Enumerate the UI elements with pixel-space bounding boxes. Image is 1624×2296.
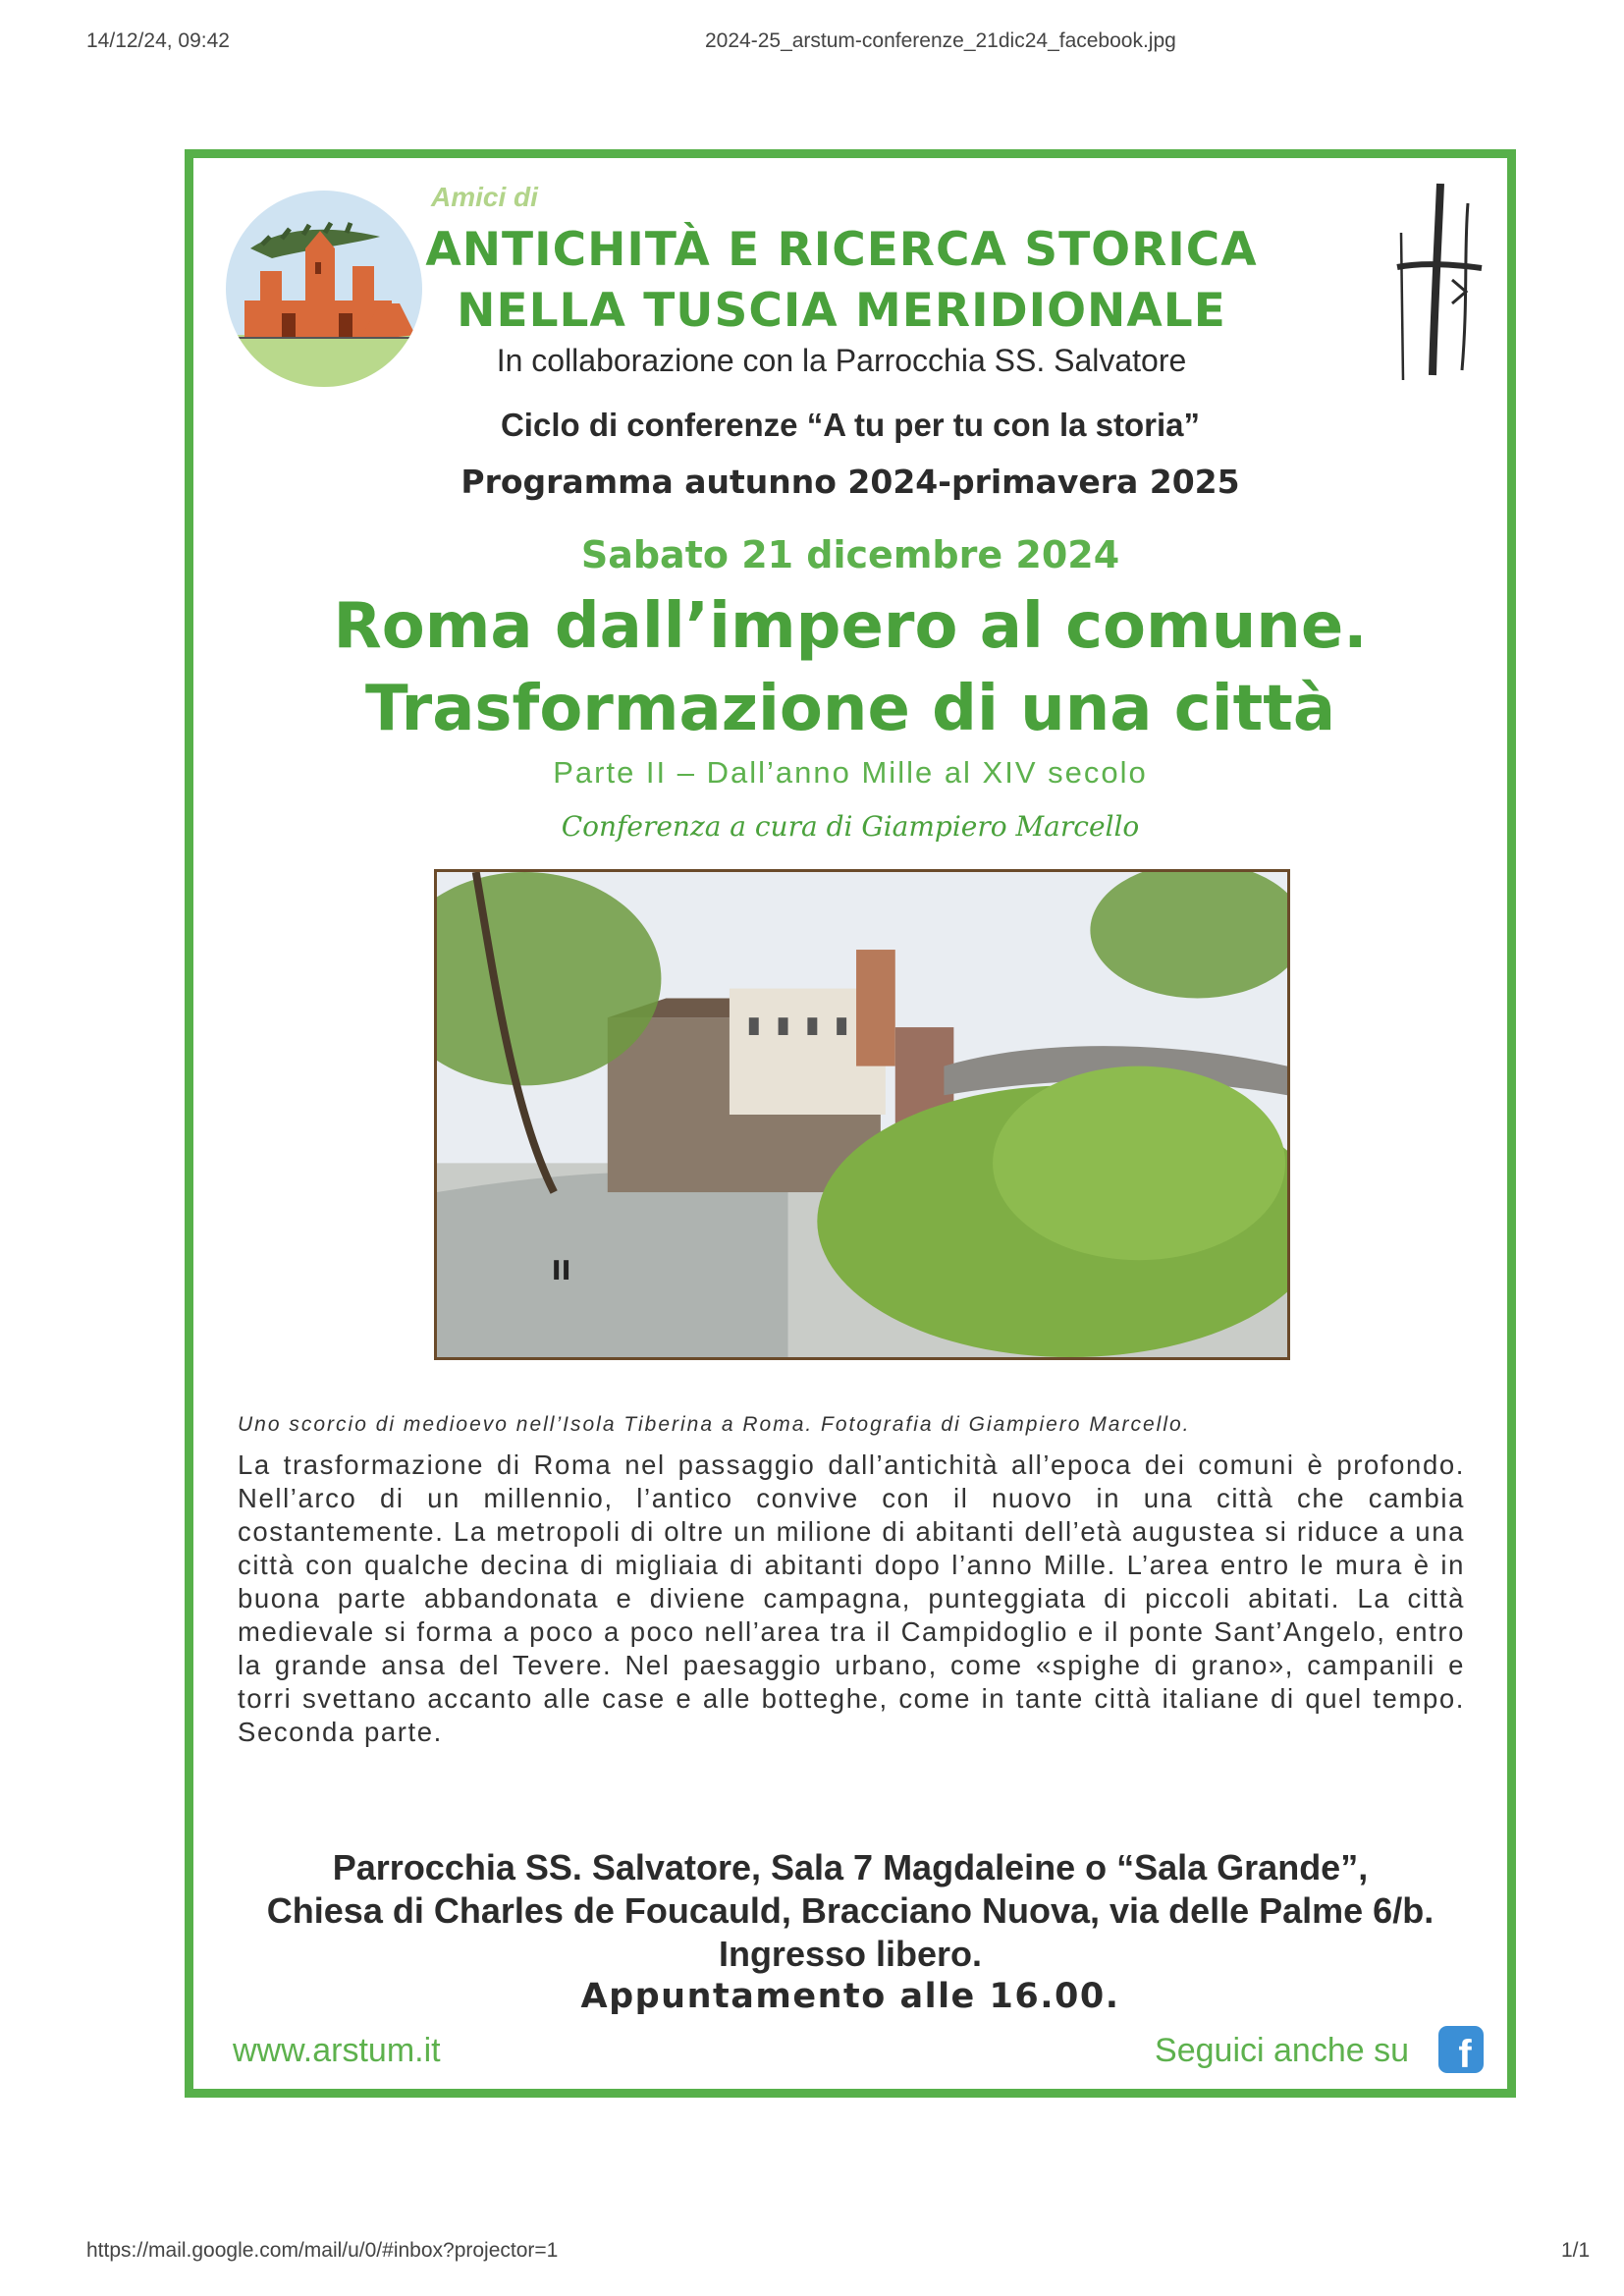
amici-label: Amici di — [431, 182, 538, 212]
collaboration-note: In collaborazione con la Parrocchia SS. Salvatore — [496, 343, 1187, 378]
print-source-url: https://mail.google.com/mail/u/0/#inbox?projector=1 — [86, 2239, 559, 2262]
event-description: La trasformazione di Roma nel passaggio dall’antichità all’epoca dei comuni è profondo. Nell’arco di un millennio, l’antico convive con il nuovo in una città che cambia costantemente. La metropoli di oltre un milione di abitanti dell’età augustea si riduce a una città con qualche decina di migliaia di abitanti dopo l’anno Mille. L’area entro le mura è in buona parte abbandonata e diviene campagna, punteggiata di piccoli abitati. La città medievale si forma a poco a poco nell’area tra il Campidoglio e il ponte Sant’Angelo, entro la grande ansa del Tevere. Nel paesaggio urbano, come «spighe di grano», campanili e torri svettano accanto alle case e alle botteghe, come in tante città italiane di quel tempo. Seconda parte. — [238, 1449, 1465, 1747]
print-page-number: 1/1 — [1561, 2239, 1591, 2262]
print-datetime: 14/12/24, 09:42 — [86, 29, 230, 52]
venue-line1: Parrocchia SS. Salvatore, Sala 7 Magdaleine o “Sala Grande”, — [332, 1847, 1369, 1887]
appointment-time: Appuntamento alle 16.00. — [580, 1977, 1120, 2016]
event-title-line2: Trasformazione di una città — [365, 673, 1335, 745]
website-link[interactable]: www.arstum.it — [233, 2032, 441, 2069]
follow-us-label: Seguici anche su — [1155, 2032, 1409, 2069]
venue-line2: Chiesa di Charles de Foucauld, Bracciano Nuova, via delle Palme 6/b. — [266, 1890, 1435, 1931]
conference-cycle: Ciclo di conferenze “A tu per tu con la storia” — [500, 407, 1201, 443]
entry-note: Ingresso libero. — [718, 1934, 983, 1974]
event-date: Sabato 21 dicembre 2024 — [580, 533, 1120, 576]
event-subtitle: Parte II – Dall’anno Mille al XIV secolo — [553, 755, 1148, 790]
org-name-line1: ANTICHITÀ E RICERCA STORICA — [425, 223, 1258, 277]
event-curator: Conferenza a cura di Giampiero Marcello — [561, 810, 1140, 843]
event-title-line1: Roma dall’impero al comune. — [333, 590, 1368, 663]
svg-text:f: f — [1458, 2033, 1472, 2075]
programme-season: Programma autunno 2024-primavera 2025 — [460, 463, 1240, 501]
org-name-line2: NELLA TUSCIA MERIDIONALE — [457, 284, 1226, 338]
print-filename: 2024-25_arstum-conferenze_21dic24_facebook.jpg — [705, 29, 1176, 52]
poster — [185, 149, 1516, 2098]
facebook-icon[interactable] — [1436, 2024, 1486, 2075]
tiber-island-photo — [434, 869, 1290, 1360]
photo-caption: Uno scorcio di medioevo nell’Isola Tiberina a Roma. Fotografia di Giampiero Marcello. — [238, 1413, 1191, 1436]
parish-cross-icon — [1383, 174, 1491, 382]
